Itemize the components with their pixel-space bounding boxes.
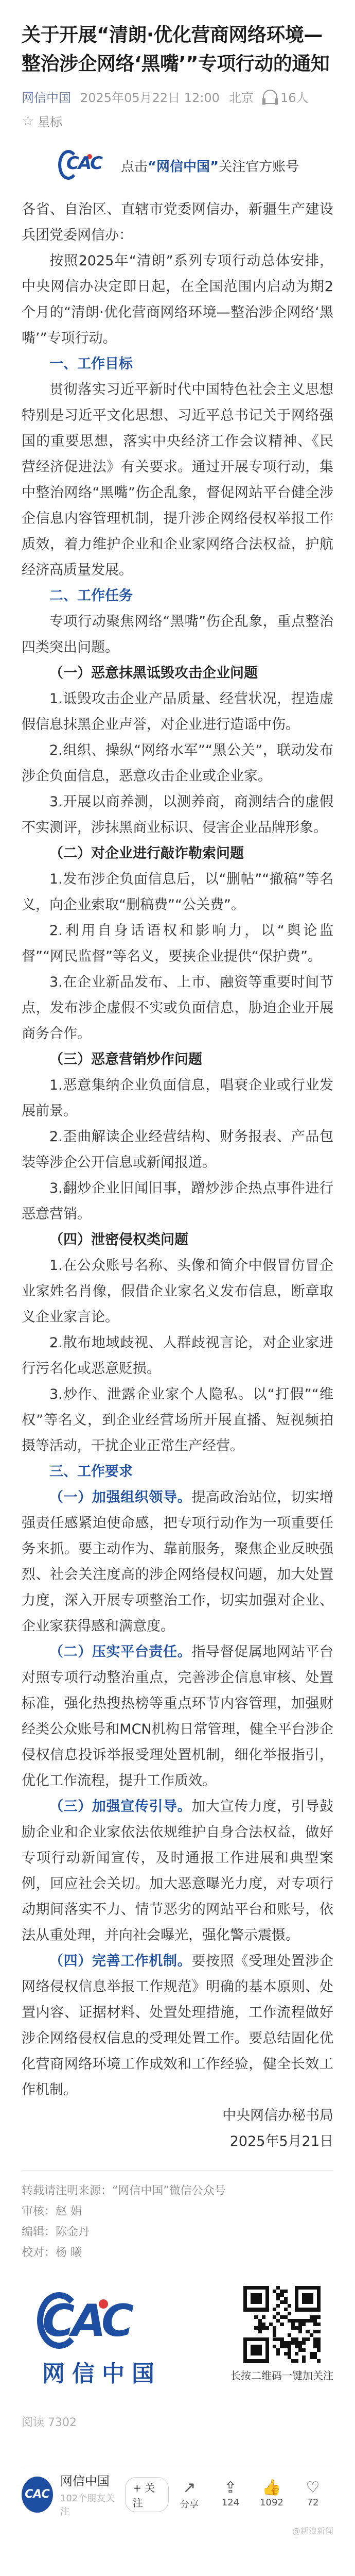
share-button[interactable]: ↗ 分享 (169, 2479, 210, 2511)
article-body (22, 197, 333, 2155)
forward-button[interactable]: ⇪ 124 (210, 2479, 251, 2511)
paragraph: 1.在公众账号名称、头像和简介中假冒仿冒企业家姓名肖像，假借企业家名义发布信息，断章取义企业家言论。 (22, 1258, 333, 1325)
credit-editor: 编辑：陈金丹 (22, 2226, 90, 2239)
cac-logo-small: CAC (56, 149, 113, 182)
publish-date: 2025年05月22日 12:00 (80, 91, 220, 105)
footer-logo-row (22, 2275, 333, 2393)
subsection-heading: （四）泄密侵权类问题 (49, 1232, 188, 1248)
qr-caption: 长按二维码一键加关注 (230, 2369, 333, 2382)
like-button[interactable]: 👍 1092 (251, 2479, 292, 2511)
signature-line: 中央网信办秘书局 (222, 2108, 333, 2124)
paragraph: 1.发布涉企负面信息后，以“删帖”“撤稿”等名义，向企业索取“删稿费”“公关费”。 (22, 871, 333, 913)
paragraph: 3.翻炒企业旧闻旧事，蹭炒涉企热点事件进行恶意营销。 (22, 1180, 333, 1222)
share-icon: ↗ (183, 2478, 196, 2497)
requirement-text: 指导督促属地网站平台对照专项行动整治重点，完善涉企信息审核、处置标准，强化热搜热榜等重点环节内容管理，加强财经类公众账号和MCN机构日常管理，健全平台涉企侵权信息投诉举报受理处置机制，细化举报指引，优化工作流程，提升工作质效。 (22, 1644, 334, 1789)
friends-following: 102个朋友关注 (60, 2493, 115, 2517)
requirement-heading: （四）完善工作机制。 (49, 1953, 192, 1969)
heart-icon: ♡ (306, 2478, 320, 2497)
requirement-text: 加大宣传力度，引导鼓励企业和企业家依法依规维护自身合法权益，做好专项行动新闻宣传，及时通报工作进展和典型案例，回应社会关切。加大恶意曝光力度，对专项行动期间落实不力、情节恶劣的网站平台和账号，依法从重处理，并向社会曝光，强化警示震慑。 (22, 1799, 334, 1943)
requirement-heading: （一）加强组织领导。 (49, 1489, 192, 1505)
bottom-account-info[interactable] (60, 2471, 116, 2518)
requirement-text: 提高政治站位，切实增强责任感紧迫使命感，把专项行动作为一项重要任务来抓。要主动作为、靠前服务，聚焦企业反映强烈、社会关注度高的涉企网络侵权问题，加大处置力度，深入开展专项整治工作，切实加强对企业、企业家获得感和满意度。 (22, 1489, 334, 1634)
credit-check: 校对：杨 曦 (22, 2246, 82, 2259)
paragraph: 1.诋毁攻击企业产品质量、经营状况，捏造虚假信息抹黑企业声誉，对企业进行造谣中伤。 (22, 691, 333, 733)
star-row[interactable] (22, 112, 333, 130)
publish-location: 北京 (228, 91, 254, 105)
paragraph: 专项行动聚焦网络“黑嘴”伤企乱象，重点整治四类突出问题。 (22, 614, 333, 655)
section-heading: 一、工作目标 (49, 356, 133, 372)
salutation: 各省、自治区、直辖市党委网信办，新疆生产建设兵团党委网信办： (22, 201, 333, 243)
credit-review: 审核：赵 娟 (22, 2205, 82, 2218)
requirement-heading: （三）加强宣传引导。 (49, 1799, 192, 1815)
bottom-account-name: 网信中国 (60, 2474, 110, 2488)
paragraph (22, 1639, 333, 1794)
read-count: 阅读 7302 (22, 2416, 77, 2429)
paragraph: 2.利用自身话语权和影响力，以“舆论监督”“网民监督”等名义，要挟企业提供“保护费”。 (22, 923, 333, 964)
paragraph (22, 1948, 333, 2103)
paragraph (22, 1485, 333, 1639)
credit-reprint: 转载请注明来源：“网信中国”微信公众号 (22, 2184, 226, 2197)
signature-line: 2025年5月21日 (229, 2133, 333, 2149)
cac-logo-large: CAC 网信中国 (22, 2280, 191, 2388)
qr-area[interactable] (230, 2286, 333, 2382)
thumbs-up-icon: 👍 (262, 2478, 281, 2497)
subsection-heading: （三）恶意营销炒作问题 (49, 1052, 202, 1067)
article-meta (22, 88, 333, 106)
article-title: 关于开展“清朗·优化营商网络环境—整治涉企网络‘黑嘴’”专项行动的通知 (22, 24, 330, 75)
paragraph (22, 1794, 333, 1948)
account-name-link[interactable]: 网信中国 (22, 91, 71, 105)
paragraph: 贯彻落实习近平新时代中国特色社会主义思想特别是习近平文化思想、习近平总书记关于网络强国的重要思想，落实中央经济工作会议精神、《民营经济促进法》有关要求。通过开展专项行动，集中整治网络“黑嘴”伤企乱象，督促网站平台健全涉企信息内容管理机制，提升涉企网络侵权举报工作质效，着力维护企业和企业家网络合法权益，护航经济高质量发展。 (22, 382, 333, 578)
qr-code-icon[interactable] (243, 2286, 321, 2363)
requirement-text: 要按照《受理处置涉企网络侵权信息举报工作规范》明确的基本原则、处置内容、证据材料、处置处理措施，工作流程做好涉企网络侵权信息的受理处置工作。要总结固化优化营商网络环境工作成效和工作经验，健全长效工作机制。 (22, 1953, 334, 2098)
bottom-bar (22, 2466, 333, 2522)
paragraph: 2.歪曲解读企业经营结构、财务报表、产品包装等涉企公开信息或新闻报道。 (22, 1129, 333, 1171)
section-heading: 三、工作要求 (49, 1464, 133, 1480)
requirement-heading: （二）压实平台责任。 (49, 1644, 192, 1660)
watermark: @新浪新闻 (292, 2526, 333, 2536)
follow-banner[interactable] (22, 145, 333, 185)
paragraph: 按照2025年“清朗”系列专项行动总体安排，中央网信办决定即日起，在全国范围内启动为期2个月的“清朗·优化营商网络环境—整治涉企网络‘黑嘴’”专项行动。 (22, 253, 333, 346)
listen-count: 16人 (280, 91, 309, 105)
paragraph: 2.散布地域歧视、人群歧视言论，对企业家进行污名化或恶意贬损。 (22, 1335, 333, 1377)
section-heading: 二、工作任务 (49, 588, 133, 604)
forward-icon: ⇪ (224, 2478, 237, 2497)
follow-banner-text: 点击“网信中国”关注官方账号 (120, 159, 299, 175)
paragraph: 3.开展以商养测，以测养商，商测结合的虚假不实测评，涉抹黑商业标识、侵害企业品牌形象。 (22, 794, 333, 836)
bottom-actions (169, 2479, 333, 2511)
headphones-icon (263, 90, 277, 104)
paragraph: 2.组织、操纵“网络水军”“黑公关”，联动发布涉企负面信息，恶意攻击企业或企业家。 (22, 742, 333, 784)
subsection-heading: （一）恶意抹黑诋毁攻击企业问题 (49, 665, 258, 681)
star-label: 星标 (38, 115, 63, 129)
subsection-heading: （二）对企业进行敲诈勒索问题 (49, 845, 244, 861)
paragraph: 3.在企业新品发布、上市、融资等重要时间节点，发布涉企虚假不实或负面信息，胁迫企业开展商务合作。 (22, 974, 333, 1042)
paragraph: 3.炒作、泄露企业家个人隐私。以“打假”“维权”等名义，到企业经营场所开展直播、短视频拍摄等活动，干扰企业正常生产经营。 (22, 1386, 333, 1454)
star-icon: ☆ (22, 112, 35, 129)
avatar[interactable]: CAC (22, 2477, 53, 2513)
credits (22, 2181, 333, 2263)
follow-button[interactable]: + 关注 (125, 2477, 169, 2512)
listen-button[interactable] (263, 88, 309, 106)
divider (22, 2170, 333, 2171)
paragraph: 1.恶意集纳企业负面信息，唱衰企业或行业发展前景。 (22, 1077, 333, 1119)
wow-button[interactable]: ♡ 72 (292, 2479, 333, 2511)
